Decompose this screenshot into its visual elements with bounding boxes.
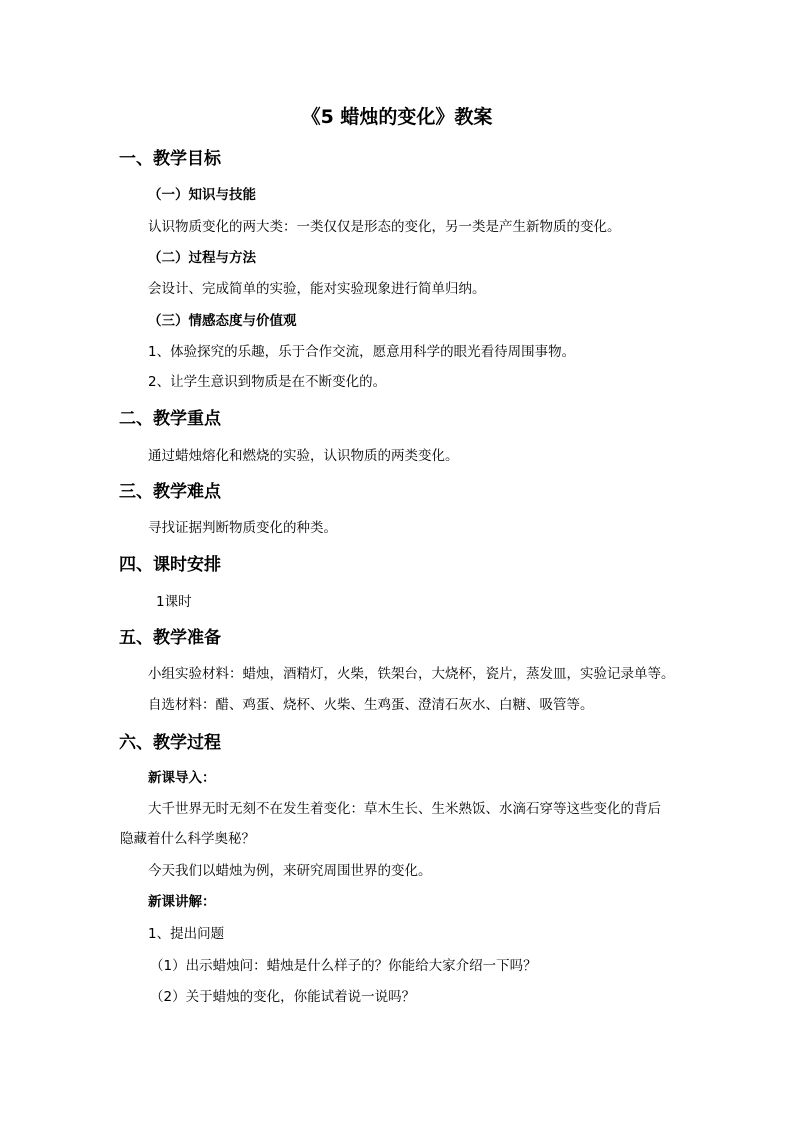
paragraph-step-1: 1、提出问题 — [148, 926, 225, 942]
paragraph-intro-line-2: 隐藏着什么科学奥秘？ — [120, 831, 255, 847]
subheading-process-method: （二）过程与方法 — [148, 250, 256, 266]
paragraph-optional-materials: 自选材料：醋、鸡蛋、烧杯、火柴、生鸡蛋、澄清石灰水、白糖、吸管等。 — [148, 697, 594, 713]
subheading-knowledge: （一）知识与技能 — [148, 187, 256, 203]
document-title: 《5 蜡烛的变化》教案 — [301, 106, 493, 128]
paragraph-attitude-2: 2、让学生意识到物质是在不断变化的。 — [148, 374, 387, 390]
paragraph-step-1-question-2: （2）关于蜡烛的变化，你能试着说一说吗？ — [150, 989, 416, 1005]
paragraph-knowledge: 认识物质变化的两大类：一类仅仅是形态的变化，另一类是产生新物质的变化。 — [148, 219, 621, 235]
section-heading-difficulties: 三、教学难点 — [119, 482, 221, 502]
section-heading-goals: 一、教学目标 — [119, 149, 221, 169]
paragraph-intro-line-1: 大千世界无时无刻不在发生着变化：草木生长、生米熟饭、水滴石穿等这些变化的背后 — [148, 801, 661, 817]
section-heading-process: 六、教学过程 — [119, 733, 221, 753]
subheading-attitude: （三）情感态度与价值观 — [148, 313, 297, 329]
section-heading-preparation: 五、教学准备 — [119, 628, 221, 648]
paragraph-schedule: 1课时 — [156, 594, 192, 610]
paragraph-intro-2: 今天我们以蜡烛为例，来研究周围世界的变化。 — [148, 863, 432, 879]
paragraph-difficulties: 寻找证据判断物质变化的种类。 — [148, 520, 337, 536]
paragraph-keypoints: 通过蜡烛熔化和燃烧的实验，认识物质的两类变化。 — [148, 448, 459, 464]
section-heading-keypoints: 二、教学重点 — [119, 409, 221, 429]
section-heading-schedule: 四、课时安排 — [119, 555, 221, 575]
paragraph-group-materials: 小组实验材料：蜡烛，酒精灯，火柴，铁架台，大烧杯，瓷片，蒸发皿，实验记录单等。 — [148, 666, 675, 682]
paragraph-step-1-question-1: （1）出示蜡烛问：蜡烛是什么样子的？你能给大家介绍一下吗？ — [150, 958, 537, 974]
paragraph-attitude-1: 1、体验探究的乐趣，乐于合作交流，愿意用科学的眼光看待周围事物。 — [148, 344, 576, 360]
label-intro: 新课导入： — [148, 770, 216, 786]
label-lesson: 新课讲解： — [148, 894, 216, 910]
paragraph-process-method: 会设计、完成简单的实验，能对实验现象进行简单归纳。 — [148, 281, 486, 297]
